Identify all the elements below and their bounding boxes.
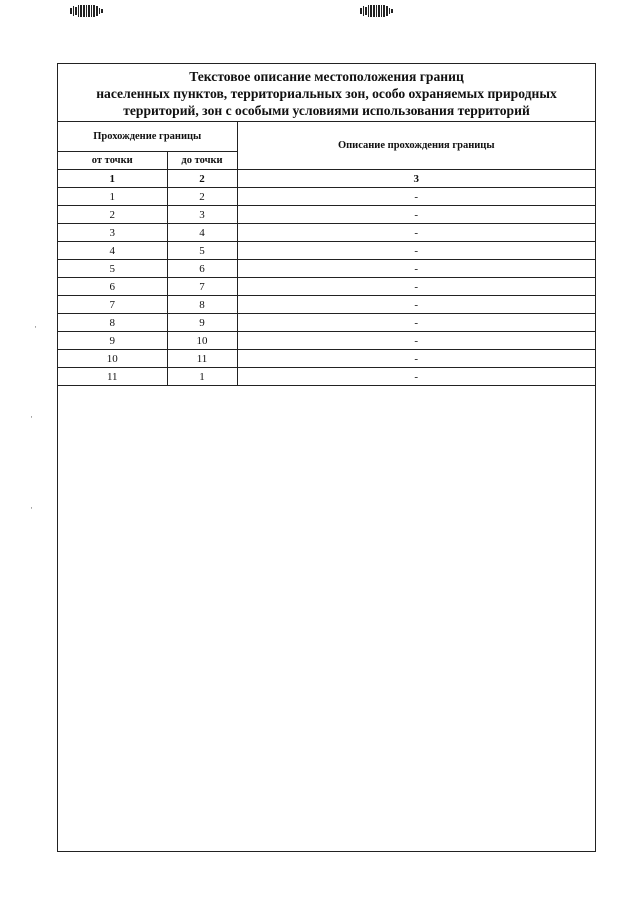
cell-from-point: 8 <box>58 314 167 332</box>
cell-to-point: 2 <box>167 188 237 206</box>
cell-from-point: 1 <box>58 188 167 206</box>
cell-description: - <box>237 350 595 368</box>
cell-description: - <box>237 314 595 332</box>
table-row <box>58 296 595 314</box>
table-row <box>58 260 595 278</box>
cell-description: - <box>237 296 595 314</box>
cell-to-point: 6 <box>167 260 237 278</box>
table-row <box>58 368 595 386</box>
table-row <box>58 206 595 224</box>
cell-description: - <box>237 332 595 350</box>
cell-to-point: 4 <box>167 224 237 242</box>
cell-to-point: 3 <box>167 206 237 224</box>
cell-from-point: 5 <box>58 260 167 278</box>
cell-from-point: 2 <box>58 206 167 224</box>
cell-from-point: 11 <box>58 368 167 386</box>
cell-description: - <box>237 278 595 296</box>
title-line-1: Текстовое описание местоположения границ <box>189 69 464 84</box>
document-frame <box>57 63 596 852</box>
table-row <box>58 188 595 206</box>
cell-from-point: 6 <box>58 278 167 296</box>
cell-description: - <box>237 260 595 278</box>
cell-to-point: 1 <box>167 368 237 386</box>
table-row <box>58 224 595 242</box>
scan-barcode-mark-right <box>360 4 393 18</box>
scan-speck: · <box>30 503 33 513</box>
boundary-table <box>58 122 595 386</box>
column-number-2: 2 <box>167 170 237 188</box>
cell-from-point: 4 <box>58 242 167 260</box>
header-boundary-passage: Прохождение границы <box>58 122 237 152</box>
column-number-1: 1 <box>58 170 167 188</box>
cell-description: - <box>237 206 595 224</box>
cell-to-point: 10 <box>167 332 237 350</box>
document-title <box>58 64 595 122</box>
table-row <box>58 314 595 332</box>
scan-barcode-mark-left <box>70 4 103 18</box>
cell-to-point: 7 <box>167 278 237 296</box>
table-row <box>58 242 595 260</box>
cell-to-point: 5 <box>167 242 237 260</box>
table-row <box>58 278 595 296</box>
header-boundary-description: Описание прохождения границы <box>237 122 595 170</box>
scan-speck: · <box>30 412 33 422</box>
cell-from-point: 10 <box>58 350 167 368</box>
cell-description: - <box>237 368 595 386</box>
column-number-3: 3 <box>237 170 595 188</box>
title-line-3: территорий, зон с особыми условиями использования территорий <box>123 103 530 118</box>
scan-speck: · <box>34 322 37 332</box>
cell-from-point: 9 <box>58 332 167 350</box>
cell-description: - <box>237 188 595 206</box>
cell-to-point: 9 <box>167 314 237 332</box>
header-from-point: от точки <box>58 152 167 170</box>
cell-from-point: 3 <box>58 224 167 242</box>
title-line-2: населенных пунктов, территориальных зон, особо охраняемых природных <box>96 86 557 101</box>
table-row <box>58 332 595 350</box>
header-to-point: до точки <box>167 152 237 170</box>
cell-to-point: 11 <box>167 350 237 368</box>
table-body <box>58 188 595 386</box>
cell-description: - <box>237 224 595 242</box>
cell-from-point: 7 <box>58 296 167 314</box>
cell-to-point: 8 <box>167 296 237 314</box>
cell-description: - <box>237 242 595 260</box>
table-row <box>58 350 595 368</box>
